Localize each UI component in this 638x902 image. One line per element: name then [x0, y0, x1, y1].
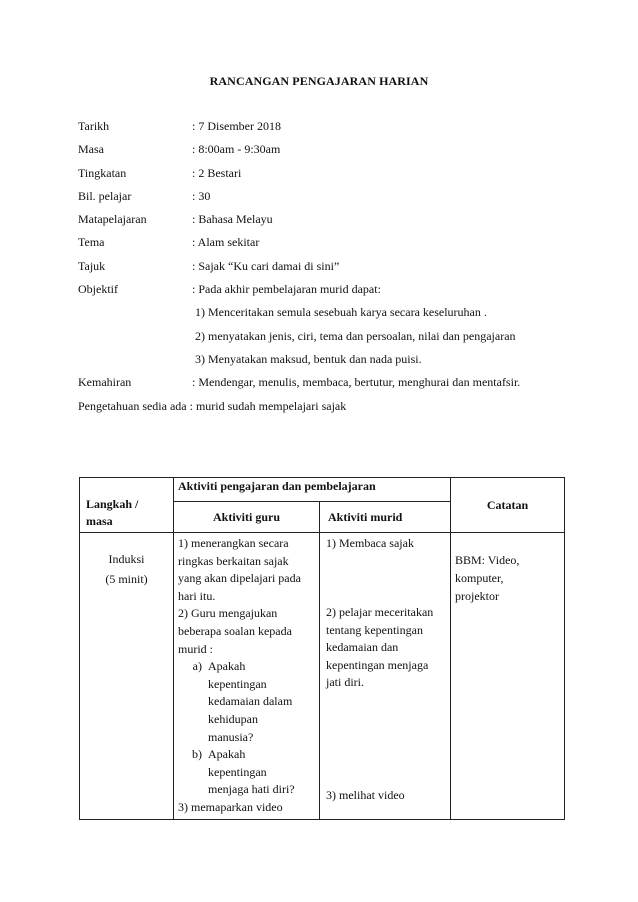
guru-line: kepentingan [208, 764, 267, 779]
info-label: Masa [78, 142, 104, 157]
info-label: Tema [78, 235, 105, 250]
guru-line: kepentingan [208, 676, 267, 691]
header-guru-text: Aktiviti guru [212, 509, 280, 524]
guru-activity-list [174, 533, 319, 819]
murid-activity-list [320, 533, 450, 807]
murid-line: kepentingan menjaga [326, 657, 429, 672]
header-catatan-text: Catatan [486, 497, 529, 512]
murid-step-1: 1) Membaca sajak [326, 536, 414, 550]
info-value: : Pada akhir pembelajaran murid dapat: [192, 282, 381, 297]
header-aktiviti [174, 478, 451, 502]
guru-line: Apakah [208, 747, 246, 762]
info-row-tajuk [78, 258, 598, 281]
guru-line: beberapa soalan kepada [178, 623, 292, 638]
objective-item [78, 304, 598, 327]
guru-line: kedamaian dalam [208, 694, 293, 709]
guru-line: manusia? [208, 729, 254, 744]
info-row-tema [78, 234, 598, 257]
header-langkah-text: Langkah / masa [86, 497, 139, 528]
info-row-tingkatan [78, 165, 598, 188]
page-title: RANCANGAN PENGAJARAN HARIAN [209, 74, 429, 88]
guru-line: ringkas berkaitan sajak [178, 553, 289, 568]
objective-item [78, 328, 598, 351]
info-label: Kemahiran [78, 375, 132, 390]
catatan-line: komputer, [455, 571, 504, 585]
cell-langkah [80, 533, 174, 820]
info-value: : Mendengar, menulis, membaca, bertutur, menghurai dan mentafsir. [192, 375, 521, 390]
guru-line: murid : [178, 641, 213, 656]
info-row-kemahiran [78, 374, 598, 397]
guru-step-1 [178, 535, 315, 605]
murid-step-2 [326, 604, 433, 692]
info-row-pengetahuan [78, 398, 598, 421]
objective-item [78, 351, 598, 374]
info-value: : Bahasa Melayu [192, 212, 273, 227]
guru-line: yang akan dipelajari pada [178, 571, 301, 586]
catatan-line: projektor [455, 589, 499, 603]
info-label: Matapelajaran [78, 212, 147, 227]
info-value: : 7 Disember 2018 [192, 119, 281, 133]
guru-line: hari itu. [178, 588, 216, 603]
murid-step-3: 3) melihat video [326, 788, 405, 802]
header-catatan [451, 478, 565, 533]
info-value: : Sajak “Ku cari damai di sini” [192, 258, 340, 273]
info-label: Objektif [78, 282, 118, 297]
header-murid [320, 502, 451, 533]
lesson-table [79, 477, 565, 820]
list-marker: a) [192, 659, 202, 674]
info-row-objektif [78, 281, 598, 304]
cell-aktiviti-guru [174, 533, 320, 820]
langkah-name: Induksi [108, 552, 145, 566]
guru-line: menjaga hati diri? [208, 782, 295, 797]
list-marker: b) [192, 747, 202, 762]
guru-line: 2) Guru mengajukan [178, 606, 278, 621]
guru-line: Apakah [208, 659, 246, 674]
info-row-tarikh [78, 118, 598, 141]
murid-line: kedamaian dan [326, 640, 399, 655]
murid-line: jati diri. [326, 675, 364, 690]
info-row-bil-pelajar [78, 188, 598, 211]
guru-step-3: 3) memaparkan video [178, 799, 283, 814]
guru-line: 1) menerangkan secara [178, 536, 289, 550]
objective-text: 1) Menceritakan semula sesebuah karya secara keseluruhan . [195, 305, 487, 320]
info-label: Tingkatan [78, 165, 127, 180]
guru-step-2 [178, 605, 315, 658]
header-murid-text: Aktiviti murid [328, 509, 403, 524]
info-label: Bil. pelajar [78, 188, 132, 203]
murid-line: tentang kepentingan [326, 622, 423, 637]
info-value: : 8:00am - 9:30am [192, 142, 281, 157]
info-value: : 2 Bestari [192, 165, 242, 180]
objective-text: 3) Menyatakan maksud, bentuk dan nada puisi. [195, 351, 422, 366]
header-guru [174, 502, 320, 533]
langkah-masa: (5 minit) [105, 572, 148, 586]
guru-line: kehidupan [208, 711, 258, 726]
objective-text: 2) menyatakan jenis, ciri, tema dan persoalan, nilai dan pengajaran [195, 328, 516, 343]
header-aktiviti-text: Aktiviti pengajaran dan pembelajaran [178, 479, 376, 493]
info-value: : 30 [192, 188, 211, 203]
guru-question-a [178, 658, 315, 746]
catatan-line: BBM: Video, [455, 553, 520, 567]
cell-catatan [451, 533, 565, 820]
header-langkah [80, 478, 174, 533]
guru-question-b [178, 746, 315, 799]
pengetahuan-text: Pengetahuan sedia ada : murid sudah mempelajari sajak [78, 398, 347, 413]
lesson-info [78, 118, 598, 421]
info-label: Tajuk [78, 258, 106, 273]
info-label: Tarikh [78, 119, 110, 133]
info-row-matapelajaran [78, 211, 598, 234]
info-row-masa [78, 141, 598, 164]
info-value: : Alam sekitar [192, 235, 260, 250]
murid-line: 2) pelajar meceritakan [326, 605, 434, 619]
cell-aktiviti-murid [320, 533, 451, 820]
